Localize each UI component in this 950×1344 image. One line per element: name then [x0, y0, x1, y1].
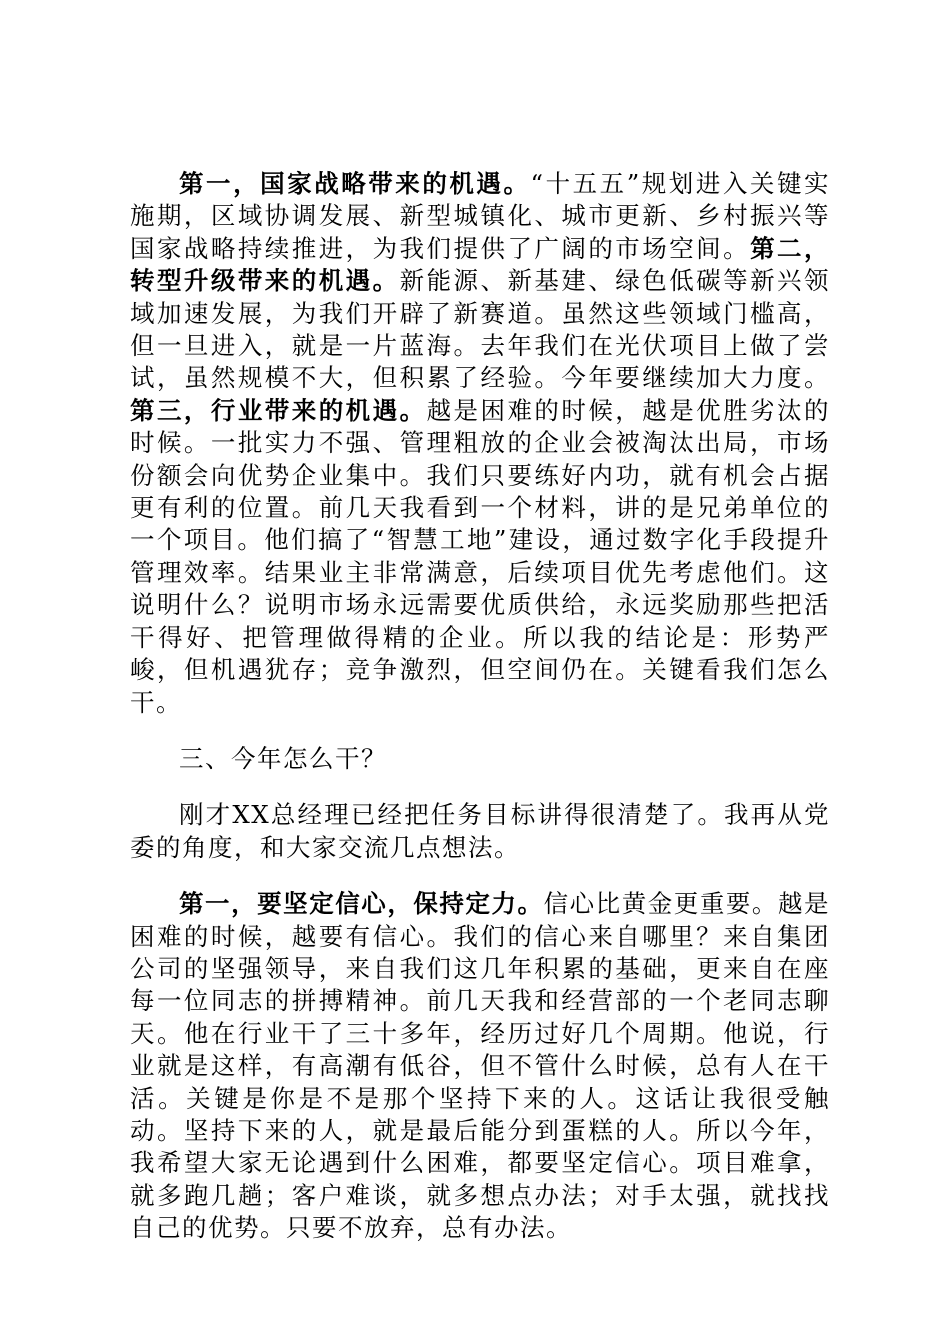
paragraph-intro: 刚才XX总经理已经把任务目标讲得很清楚了。我再从党委的角度，和大家交流几点想法。 [130, 800, 830, 862]
opportunity-1-text: “十五五”规划进入关键实施期，区域协调发展、新型城镇化、城市更新、乡村振兴等国家战略持续推进，为我们提供了广阔的市场空间。 [130, 169, 830, 263]
confidence-text: 信心比黄金更重要。越是困难的时候，越要有信心。我们的信心来自哪里？来自集团公司的坚强领导，来自我们这几年积累的基础，更来自在座每一位同志的拼搏精神。前几天我和经营部的一个老同志聊天。他在行业干了三十多年，经历过好几个周期。他说，行业就是这样，有高潮有低谷，但不管什么时候，总有人在干活。关键是你是不是那个坚持下来的人。这话让我很受触动。坚持下来的人，就是最后能分到蛋糕的人。所以今年，我希望大家无论遇到什么困难，都要坚定信心。项目难拿，就多跑几趟；客户难谈，就多想点办法；对手太强，就找找自己的优势。只要不放弃，总有办法。 [130, 889, 831, 1243]
confidence-lead: 第一，要坚定信心，保持定力。 [179, 889, 544, 919]
document-page [130, 168, 830, 1269]
paragraph-confidence [130, 888, 830, 1244]
opportunity-2-text: 新能源、新基建、绿色低碳等新兴领域加速发展，为我们开辟了新赛道。虽然这些领域门槛高，但一旦进入，就是一片蓝海。去年我们在光伏项目上做了尝试，虽然规模不大，但积累了经验。今年要继续加大力度。 [130, 266, 831, 393]
opportunity-3-text: 越是困难的时候，越是优胜劣汰的时候。一批实力不强、管理粗放的企业会被淘汰出局，市场份额会向优势企业集中。我们只要练好内功，就有机会占据更有利的位置。前几天我看到一个材料，讲的是兄弟单位的一个项目。他们搞了“智慧工地”建设，通过数字化手段提升管理效率。结果业主非常满意，后续项目优先考虑他们。这说明什么？说明市场永远需要优质供给，永远奖励那些把活干得好、把管理做得精的企业。所以我的结论是：形势严峻，但机遇犹存；竞争激烈，但空间仍在。关键看我们怎么干。 [130, 395, 831, 717]
paragraph-opportunities [130, 168, 830, 719]
opportunity-2-lead: 第二，转型升级带来的机遇。 [130, 233, 830, 296]
opportunity-1-lead: 第一，国家战略带来的机遇。 [179, 169, 531, 198]
section-heading: 三、今年怎么干？ [179, 743, 387, 773]
opportunity-3-lead: 第三，行业带来的机遇。 [130, 395, 427, 425]
